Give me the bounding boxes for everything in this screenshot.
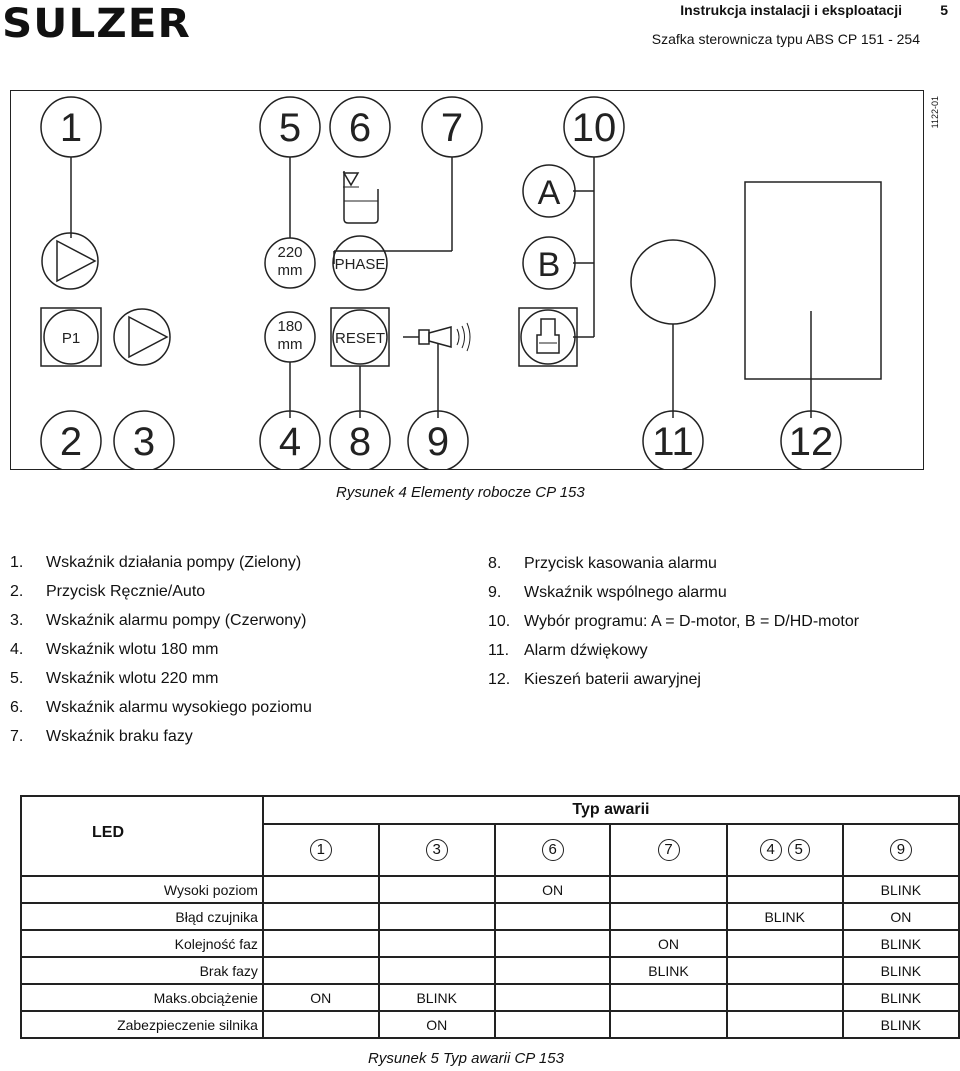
callout-4	[260, 411, 320, 469]
led-state-cell	[610, 876, 726, 903]
legend-item-number: 8.	[488, 555, 502, 572]
led-state-cell	[495, 1011, 611, 1038]
callout-number-icon: 9	[890, 839, 912, 861]
callout-10-label: 10	[571, 106, 617, 150]
page-number: 5	[940, 2, 948, 18]
led-state-cell: BLINK	[843, 930, 959, 957]
fault-column-header	[495, 824, 611, 876]
header-title: Instrukcja instalacji i eksploatacji	[680, 2, 902, 18]
led-state-cell	[379, 903, 495, 930]
led-state-cell	[727, 930, 843, 957]
callout-5	[260, 97, 320, 157]
legend-item-text: Wskaźnik alarmu pompy (Czerwony)	[46, 612, 307, 629]
callout-1	[41, 97, 101, 157]
inlet-180-unit: mm	[277, 336, 303, 353]
led-state-cell	[495, 930, 611, 957]
led-state-cell	[263, 1011, 379, 1038]
led-state-cell	[727, 957, 843, 984]
led-state-cell	[379, 876, 495, 903]
callout-9	[408, 411, 468, 469]
legend-item	[10, 664, 312, 693]
program-selector-icon	[519, 308, 577, 366]
legend-item	[488, 636, 859, 665]
legend-item-number: 4.	[10, 641, 24, 658]
fault-row-label: Wysoki poziom	[21, 876, 263, 903]
figure4-caption: Rysunek 4 Elementy robocze CP 153	[336, 484, 585, 501]
callout-6-label: 6	[348, 106, 372, 150]
legend-item-number: 5.	[10, 670, 24, 687]
led-state-cell	[610, 903, 726, 930]
callout-number-icon: 5	[788, 839, 810, 861]
led-state-cell	[379, 957, 495, 984]
led-state-cell	[495, 957, 611, 984]
pump-alarm-indicator-icon	[114, 309, 170, 365]
table-row	[21, 957, 959, 984]
legend-item-text: Wskaźnik działania pompy (Zielony)	[46, 554, 302, 571]
p1-label: P1	[61, 330, 81, 347]
callout-11	[643, 411, 703, 469]
callout-9-label: 9	[426, 420, 450, 464]
led-state-cell: ON	[495, 876, 611, 903]
callout-number-icon: 1	[310, 839, 332, 861]
legend-item-number: 7.	[10, 728, 24, 745]
fault-row-label: Brak fazy	[21, 957, 263, 984]
led-state-cell: ON	[610, 930, 726, 957]
fault-row-label: Zabezpieczenie silnika	[21, 1011, 263, 1038]
inlet-180-indicator	[265, 312, 315, 362]
phase-indicator	[333, 236, 387, 290]
led-state-cell	[495, 903, 611, 930]
callout-number-icon: 6	[542, 839, 564, 861]
program-b-circle	[523, 237, 575, 289]
led-state-cell: BLINK	[379, 984, 495, 1011]
fault-column-header	[379, 824, 495, 876]
table-row	[21, 903, 959, 930]
legend-item-number: 12.	[488, 671, 511, 688]
fault-type-header: Typ awarii	[263, 796, 959, 824]
legend-item	[10, 635, 312, 664]
reset-button	[331, 308, 389, 366]
table-row	[21, 876, 959, 903]
callout-7-label: 7	[440, 106, 464, 150]
led-state-cell	[263, 876, 379, 903]
table-row	[21, 984, 959, 1011]
led-state-cell	[727, 876, 843, 903]
common-alarm-icon	[403, 323, 470, 418]
fault-column-header	[610, 824, 726, 876]
table-row	[21, 930, 959, 957]
callout-2	[41, 411, 101, 469]
callout-7	[422, 97, 482, 157]
callout-10	[564, 97, 624, 157]
callout-1-label: 1	[59, 106, 83, 150]
led-state-cell	[379, 930, 495, 957]
led-state-cell: BLINK	[727, 903, 843, 930]
table-corner-cell	[21, 796, 263, 824]
legend-item-text: Wybór programu: A = D-motor, B = D/HD-motor	[524, 613, 860, 630]
legend-item-text: Wskaźnik wlotu 220 mm	[46, 670, 219, 687]
callout-12-label: 12	[788, 420, 834, 464]
fault-row-label: Kolejność faz	[21, 930, 263, 957]
legend-item-text: Wskaźnik alarmu wysokiego poziomu	[46, 699, 312, 716]
legend-item	[488, 607, 859, 636]
inlet-220-indicator	[265, 238, 315, 288]
program-a-circle	[523, 165, 575, 217]
legend-item	[488, 549, 859, 578]
program-a-label: A	[537, 174, 561, 212]
battery-pocket	[745, 182, 881, 379]
legend-item	[488, 578, 859, 607]
inlet-180-value: 180	[277, 318, 303, 335]
callout-number-icon: 4	[760, 839, 782, 861]
high-level-icon	[343, 171, 378, 223]
legend-item-text: Przycisk kasowania alarmu	[524, 555, 717, 572]
led-state-cell: BLINK	[843, 1011, 959, 1038]
callout-11-label: 11	[652, 420, 694, 464]
legend-item-number: 11.	[488, 642, 510, 659]
legend-item-number: 6.	[10, 699, 24, 716]
led-state-cell: ON	[379, 1011, 495, 1038]
callout-6	[330, 97, 390, 157]
led-state-cell: BLINK	[610, 957, 726, 984]
led-state-cell	[263, 903, 379, 930]
led-state-cell	[727, 1011, 843, 1038]
fault-row-label: Maks.obciążenie	[21, 984, 263, 1011]
callout-2-label: 2	[59, 420, 83, 464]
callout-number-icon: 7	[658, 839, 680, 861]
legend-item-text: Wskaźnik wspólnego alarmu	[524, 584, 727, 601]
legend-item-text: Wskaźnik wlotu 180 mm	[46, 641, 219, 658]
table-row	[21, 1011, 959, 1038]
inlet-220-unit: mm	[277, 262, 303, 279]
fault-column-header	[727, 824, 843, 876]
legend-item-text: Przycisk Ręcznie/Auto	[46, 583, 206, 600]
pump-run-indicator-icon	[42, 233, 98, 289]
led-state-cell	[495, 984, 611, 1011]
table-group-header-row	[21, 796, 959, 824]
legend-item-number: 2.	[10, 583, 24, 600]
manual-auto-button	[41, 308, 101, 366]
legend-item	[10, 693, 312, 722]
fault-column-header	[843, 824, 959, 876]
led-state-cell: ON	[263, 984, 379, 1011]
fault-column-header	[263, 824, 379, 876]
callout-8	[330, 411, 390, 469]
legend-item-text: Alarm dźwiękowy	[524, 642, 648, 659]
figure5-caption: Rysunek 5 Typ awarii CP 153	[368, 1050, 564, 1067]
legend-item	[10, 722, 312, 751]
inlet-220-value: 220	[277, 244, 303, 261]
header-subtitle: Szafka sterownicza typu ABS CP 151 - 254	[651, 31, 920, 47]
callout-3	[114, 411, 174, 469]
callout-number-icon: 3	[426, 839, 448, 861]
callout-3-label: 3	[132, 420, 156, 464]
phase-label: PHASE	[334, 256, 386, 273]
buzzer-circle	[631, 240, 715, 324]
led-state-cell	[727, 984, 843, 1011]
legend-right	[488, 549, 859, 694]
control-panel-diagram	[10, 90, 924, 470]
figure-code: 1122-01	[930, 96, 940, 129]
table-column-header-row	[21, 824, 959, 876]
legend-item	[10, 606, 312, 635]
led-state-cell: ON	[843, 903, 959, 930]
legend-item-number: 3.	[10, 612, 24, 629]
legend-item	[10, 548, 312, 577]
led-state-cell	[263, 930, 379, 957]
program-b-label: B	[537, 246, 561, 284]
led-header: LED	[21, 824, 263, 876]
led-state-cell: BLINK	[843, 957, 959, 984]
callout-4-label: 4	[278, 420, 302, 464]
led-state-cell: BLINK	[843, 876, 959, 903]
legend-item-number: 1.	[10, 554, 24, 571]
led-state-cell	[263, 957, 379, 984]
legend-item	[10, 577, 312, 606]
legend-item	[488, 665, 859, 694]
legend-item-number: 9.	[488, 584, 502, 601]
reset-label: RESET	[334, 330, 386, 347]
legend-item-text: Wskaźnik braku fazy	[46, 728, 193, 745]
legend-item-number: 10.	[488, 613, 511, 630]
legend-left	[10, 548, 312, 751]
legend-item-text: Kieszeń baterii awaryjnej	[524, 671, 701, 688]
callout-5-label: 5	[278, 106, 302, 150]
led-state-cell: BLINK	[843, 984, 959, 1011]
led-state-cell	[610, 984, 726, 1011]
sulzer-logo: SULZER	[2, 1, 191, 47]
fault-type-table	[20, 795, 960, 1039]
fault-row-label: Błąd czujnika	[21, 903, 263, 930]
led-state-cell	[610, 1011, 726, 1038]
callout-12	[781, 411, 841, 469]
callout-8-label: 8	[348, 420, 372, 464]
